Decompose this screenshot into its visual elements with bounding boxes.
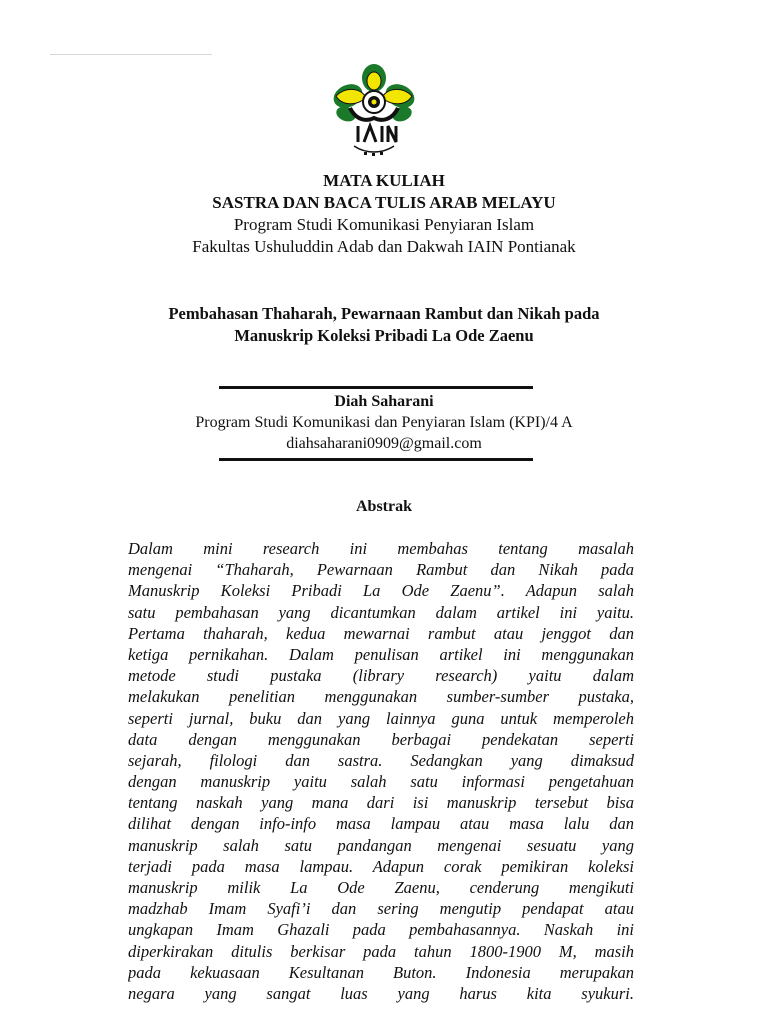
paper-title-line-2: Manuskrip Koleksi Pribadi La Ode Zaenu [234, 326, 534, 345]
course-title: SASTRA DAN BACA TULIS ARAB MELAYU [212, 193, 556, 212]
abstract-line: Manuskrip Koleksi Pribadi La Ode Zaenu”. Adapun salah [128, 581, 634, 601]
abstract-line: satu pembahasan yang dicantumkan dalam artikel ini yaitu. [128, 602, 634, 622]
abstract-line: negara yang sangat luas yang harus kita syukuri. [128, 983, 634, 1003]
paper-title [80, 303, 688, 347]
abstract-line: dengan manuskrip yaitu salah satu informasi pengetahuan [128, 772, 634, 792]
author-top-rule [219, 386, 533, 389]
abstract-line: terjadi pada masa lampau. Adapun corak pemikiran koleksi [128, 856, 634, 876]
study-program: Program Studi Komunikasi Penyiaran Islam [233, 215, 535, 234]
top-faint-rule [50, 54, 212, 55]
author-bottom-rule [219, 458, 533, 461]
abstract-line: madzhab Imam Syafi’i dan sering mengutip pendapat atau [128, 899, 634, 919]
iain-pontianak-emblem-icon [326, 62, 422, 158]
abstract-line: manuskrip salah satu pandangan mengenai sesuatu yang [128, 835, 634, 855]
author-email: diahsaharani0909@gmail.com [286, 435, 482, 452]
abstract-line: tentang naskah yang mana dari isi manuskrip tersebut bisa [128, 793, 634, 813]
abstract-body [128, 538, 634, 1004]
course-header [0, 170, 768, 258]
abstract-line: ketiga pernikahan. Dalam penulisan artikel ini menggunakan [128, 644, 634, 664]
abstract-line: manuskrip milik La Ode Zaenu, cenderung mengikuti [128, 878, 634, 897]
abstract-line: Dalam mini research ini membahas tentang masalah [128, 539, 634, 558]
abstract-heading: Abstrak [355, 498, 412, 515]
author-name: Diah Saharani [334, 393, 434, 410]
author-affiliation: Program Studi Komunikasi dan Penyiaran Islam (KPI)/4 A [195, 414, 573, 431]
abstract-line: dilihat dengan info-info masa lampau atau masa lalu dan [128, 814, 634, 834]
abstract-line: data dengan menggunakan berbagai pendekatan seperti [128, 729, 634, 749]
abstract-line: melakukan penelitian menggunakan sumber-sumber pustaka, [128, 687, 634, 707]
abstract-line: ungkapan Imam Ghazali pada pembahasannya. Naskah ini [128, 920, 634, 940]
abstract-line: mengenai “Thaharah, Pewarnaan Rambut dan Nikah pada [128, 560, 634, 580]
abstract-line: metode studi pustaka (library research) yaitu dalam [128, 666, 634, 686]
abstract-line: pada kekuasaan Kesultanan Buton. Indonesia merupakan [128, 962, 634, 982]
paper-title-line-1: Pembahasan Thaharah, Pewarnaan Rambut dan Nikah pada [168, 304, 600, 323]
abstract-line: sejarah, filologi dan sastra. Sedangkan yang dimaksud [128, 750, 634, 770]
abstract-line: diperkirakan ditulis berkisar pada tahun 1800-1900 M, masih [128, 941, 634, 961]
course-label: MATA KULIAH [323, 171, 445, 190]
author-block [0, 391, 768, 454]
abstract-line: Pertama thaharah, kedua mewarnai rambut atau jenggot dan [128, 623, 634, 643]
abstract-line: seperti jurnal, buku dan yang lainnya guna untuk memperoleh [128, 708, 634, 728]
faculty-name: Fakultas Ushuluddin Adab dan Dakwah IAIN Pontianak [192, 237, 576, 256]
